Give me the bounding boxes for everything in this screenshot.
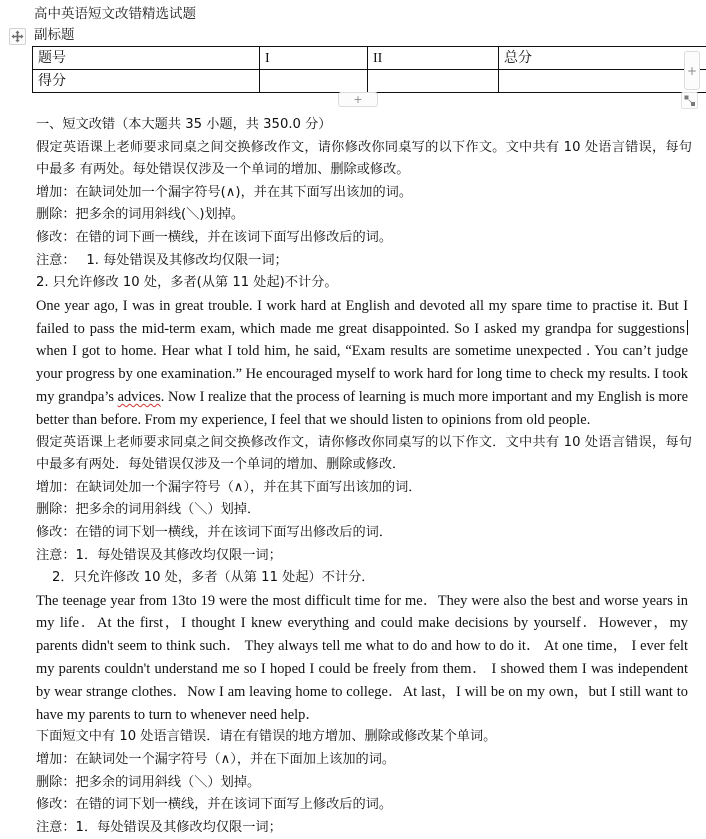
instructions-line: 假定英语课上老师要求同桌之间交换修改作文，请你修改你同桌写的以下作文。文中共有 10 处语言错误，每句中最多 有两处。每处错误仅涉及一个单词的增加、删除或修改。	[0, 137, 706, 182]
resize-diagonal-icon[interactable]	[681, 92, 698, 109]
table-row[interactable]	[33, 47, 706, 70]
table-cell-part-2[interactable]: II	[368, 47, 499, 70]
table-cell-score-label[interactable]: 得分	[33, 70, 260, 93]
table-cell-question-label[interactable]: 题号	[33, 47, 260, 70]
table-cell-score-1[interactable]	[260, 70, 368, 93]
instructions-line: 删除：把多余的词用斜线（＼）划掉。	[0, 772, 706, 795]
instructions-line: 增加：在缺词处加一个漏字符号(∧)，并在其下面写出该加的词。	[0, 182, 706, 205]
spelling-error-word[interactable]: advices	[118, 389, 161, 405]
instructions-line: 增加：在缺词处加一个漏字符号（∧），并在其下面写出该加的词．	[0, 477, 706, 500]
instructions-line: 修改：在错的词下划一横线，并在该词下面写出修改后的词．	[0, 522, 706, 545]
instructions-line: 注意：1．每处错误及其修改均仅限一词；	[0, 545, 706, 568]
instructions-line: 修改：在错的词下划一横线，并在该词下面写上修改后的词。	[0, 794, 706, 817]
add-row-button[interactable]: +	[338, 92, 378, 107]
instructions-line: 注意：1．每处错误及其修改均仅限一词；	[0, 817, 706, 839]
table-cell-score-2[interactable]	[368, 70, 499, 93]
instructions-line: 下面短文中有 10 处语言错误．请在有错误的地方增加、删除或修改某个单词。	[0, 726, 706, 749]
add-column-button[interactable]: +	[684, 51, 700, 90]
instructions-line: 假定英语课上老师要求同桌之间交换修改作文，请你修改你同桌写的以下作文．文中共有 10 处语言错误，每句中最多有两处．每处错误仅涉及一个单词的增加、删除或修改．	[0, 432, 706, 477]
passage-1-part-c: . Now I realize that the process of learning is much more important and my English is more better than before. From my experience, I feel that we should listen to opinions from old people.	[36, 389, 688, 428]
page-subtitle[interactable]: 副标题	[34, 25, 75, 45]
text-cursor	[687, 320, 688, 335]
instructions-line: 删除：把多余的词用斜线(＼)划掉。	[0, 204, 706, 227]
section-heading: 一、短文改错（本大题共 35 小题，共 350.0 分）	[0, 114, 706, 137]
instructions-line: 修改：在错的词下画一横线，并在该词下面写出修改后的词。	[0, 227, 706, 250]
instructions-line: 增加：在缺词处一个漏字符号（∧），并在下面加上该加的词。	[0, 749, 706, 772]
instructions-line: 注意： 1. 每处错误及其修改均仅限一词；	[0, 250, 706, 273]
table-cell-score-total[interactable]	[499, 70, 706, 93]
passage-1-part-a: One year ago, I was in great trouble. I work hard at English and devoted all my spare time to practise it. But I failed to pass the mid-term exam, which made me great disappointed. So I asked my grandpa for suggestions	[36, 298, 688, 337]
passage-1[interactable]	[0, 295, 706, 432]
instructions-line: 2. 只允许修改 10 处，多者(从第 11 处起)不计分。	[0, 272, 706, 295]
table-cell-total[interactable]: 总分	[499, 47, 706, 70]
instructions-line: 2．只允许修改 10 处，多者（从第 11 处起）不计分．	[0, 567, 706, 590]
document-body	[0, 114, 706, 839]
page-title[interactable]: 高中英语短文改错精选试题	[34, 4, 196, 24]
passage-1-part-b: when I got to home. Hear what I told him, he said, “Exam results are sometime unexpected . You can’t judge your progress by one examination.” He encouraged myself to work hard for long time to check my results. I took my grandpa’s	[36, 343, 688, 405]
passage-2[interactable]: The teenage year from 13to 19 were the most difficult time for me．They were also the best and worse years in my life．At the first，I thought I knew everything and could make decisions by yourself．However，my parents didn't seem to think such． They always tell me what to do and how to do it． At one time， I ever felt my parents couldn't understand me so I hoped I could be freely from them． I showed them I was independent by wear strange clothes．Now I am leaving home to college．At last，I will be on my own，but I still want to have my parents to turn to whenever need help．	[0, 590, 706, 727]
table-cell-part-1[interactable]: I	[260, 47, 368, 70]
instructions-line: 删除：把多余的词用斜线（＼）划掉．	[0, 499, 706, 522]
score-table[interactable]	[32, 46, 686, 93]
move-icon[interactable]	[9, 28, 26, 45]
table-row[interactable]	[33, 70, 706, 93]
